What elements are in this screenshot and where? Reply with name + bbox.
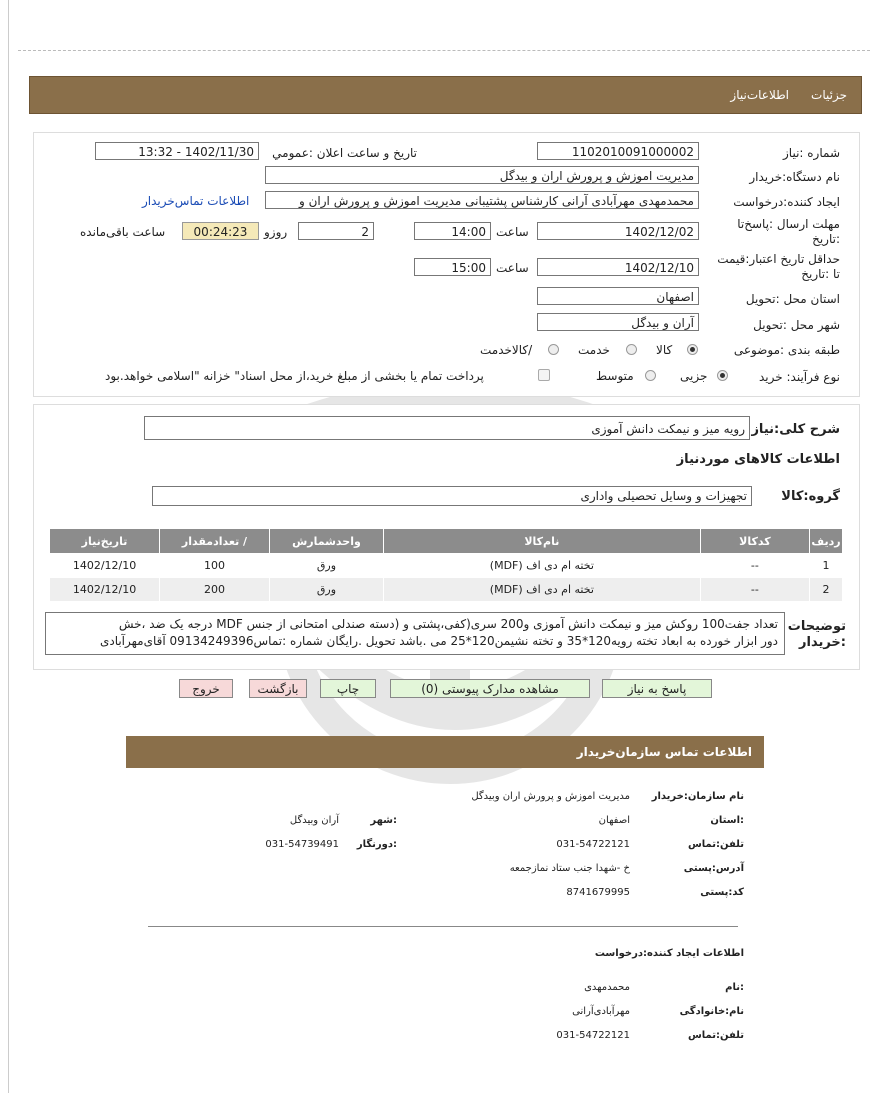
cell-date: 1402/12/10 [50, 578, 160, 602]
col-row: ردیف [810, 529, 843, 554]
creator-phone-label: تلفن:تماس [687, 1030, 744, 1041]
goods-group-field: تجهیزات و وسایل تحصیلی واداری [152, 486, 752, 506]
deadline-label: مهلت ارسال :پاسخ‌تا :تاریخ [737, 217, 840, 246]
cell-code: -- [700, 578, 809, 602]
general-desc-field: رویه میز و نیمکت دانش آموزی [144, 416, 750, 440]
goods-table [49, 528, 843, 602]
province-field: اصفهان [537, 287, 699, 305]
buyer-notes-box [45, 612, 785, 655]
creator-info-title: اطلاعات ایجاد کننده:درخواست [594, 948, 744, 959]
process-partial-label: جزیی [680, 369, 708, 383]
contact-province-value: اصفهان [598, 815, 630, 826]
creator-label: ایجاد کننده:درخواست [733, 195, 840, 209]
buyer-notes-line2: دور ابزار خورده به ابعاد تخته رویه120*35 و تخته نشیمن120*25 می .باشد تحویل .رایگان شماره :تماس09134249396 آقای‌مهرآبادی [99, 634, 778, 648]
buyer-org-field: مدیریت اموزش و پرورش اران و بیدگل [265, 166, 699, 184]
category-both-label: /کالاخدمت [480, 343, 533, 357]
province-label: استان محل :تحویل [745, 292, 840, 306]
days-field: 2 [298, 222, 374, 240]
exit-button[interactable]: خروج [179, 679, 233, 698]
deadline-time-field: 14:00 [414, 222, 491, 240]
category-both-radio[interactable] [548, 344, 559, 355]
cell-name: تخته ام دی اف (MDF) [383, 554, 700, 578]
deadline-time-label: ساعت [496, 225, 529, 239]
left-border [8, 0, 9, 1093]
contact-title: اطلاعات تماس سازمان‌خریدار [576, 745, 752, 759]
days-label: روزو [264, 225, 288, 239]
buyer-org-label: نام دستگاه:خریدار [749, 170, 840, 184]
cell-qty: 100 [160, 554, 270, 578]
attachments-button[interactable]: مشاهده مدارک پیوستی (0) [390, 679, 590, 698]
contact-header [126, 736, 764, 768]
min-valid-date-field: 1402/12/10 [537, 258, 699, 276]
category-goods-label: کالا [656, 343, 673, 357]
buyer-notes-line1: تعداد جفت100 روکش میز و نیمکت دانش آموزی و200 سری(کفی،پشتی و (دسته صندلی امتحانی از جنس MDF درجه یک ضد ،خش [118, 617, 778, 631]
cell-name: تخته ام دی اف (MDF) [383, 578, 700, 602]
print-button[interactable]: چاپ [320, 679, 376, 698]
process-label: نوع فرآیند: خرید [759, 370, 840, 384]
tab-details[interactable]: جزئیات [811, 88, 847, 102]
city-field: آران و بیدگل [537, 313, 699, 331]
contact-fax-value: 031-54739491 [265, 839, 339, 850]
col-date: تاریخ‌نیاز [50, 529, 160, 554]
buyer-contact-link[interactable]: اطلاعات تماس‌خریدار [142, 194, 250, 208]
treasury-checkbox[interactable] [538, 369, 550, 381]
buyer-notes-label: توضیحات :خریدار [787, 619, 846, 650]
org-name-label: نام سازمان:خریدار [651, 791, 744, 802]
cell-date: 1402/12/10 [50, 554, 160, 578]
creator-field: محمدمهدی مهرآبادی آرانی کارشناس پشتیبانی مدیریت اموزش و پرورش اران و [265, 191, 699, 209]
need-number-label: شماره :نیاز [783, 146, 840, 160]
contact-address-label: آدرس:پستی [683, 863, 744, 874]
process-medium-radio[interactable] [645, 370, 656, 381]
table-row [50, 578, 843, 602]
general-desc-label: شرح کلی:نیاز [751, 422, 840, 437]
cell-code: -- [700, 554, 809, 578]
goods-info-title: اطلاعات کالاهای موردنیاز [676, 452, 840, 467]
contact-province-label: :استان [710, 815, 744, 826]
category-service-label: خدمت [578, 343, 610, 357]
col-code: کدکالا [700, 529, 809, 554]
deadline-date-field: 1402/12/02 [537, 222, 699, 240]
creator-family-label: نام:خانوادگی [679, 1006, 744, 1017]
announce-field: 1402/11/30 - 13:32 [95, 142, 259, 160]
table-row [50, 554, 843, 578]
contact-address-value: خ -شهدا جنب ستاد نمازجمعه [509, 863, 630, 874]
contact-city-value: آران وبیدگل [289, 815, 339, 826]
contact-divider [148, 926, 738, 927]
cell-unit: ورق [269, 578, 383, 602]
creator-name-label: :نام [725, 982, 744, 993]
col-name: نام‌کالا [383, 529, 700, 554]
treasury-note: پرداخت تمام یا بخشی از مبلغ خرید،از محل اسناد" خزانه "اسلامی خواهد.بود [105, 369, 484, 383]
creator-family-value: مهرآبادی‌آرانی [572, 1006, 630, 1017]
page-header [29, 76, 862, 114]
process-medium-label: متوسط [596, 369, 634, 383]
goods-group-label: گروه:کالا [781, 489, 840, 504]
remaining-label: ساعت باقی‌مانده [80, 225, 166, 239]
table-header-row [50, 529, 843, 554]
contact-postal-value: 8741679995 [566, 887, 630, 898]
creator-phone-value: 031-54722121 [556, 1030, 630, 1041]
col-qty: / تعدادمقدار [160, 529, 270, 554]
contact-phone-label: تلفن:تماس [687, 839, 744, 850]
min-valid-time-field: 15:00 [414, 258, 491, 276]
back-button[interactable]: بازگشت [249, 679, 307, 698]
creator-name-value: محمدمهدی [584, 982, 630, 993]
process-partial-radio[interactable] [717, 370, 728, 381]
category-label: طبقه بندی :موضوعی [733, 343, 840, 357]
contact-phone-value: 031-54722121 [556, 839, 630, 850]
top-divider [18, 50, 870, 51]
col-unit: واحدشمارش [269, 529, 383, 554]
contact-city-label: :شهر [370, 815, 397, 826]
cell-qty: 200 [160, 578, 270, 602]
cell-row: 2 [810, 578, 843, 602]
announce-label: تاريخ و ساعت اعلان :عمومي [272, 146, 417, 160]
tab-need-info[interactable]: اطلاعات‌نیاز [730, 88, 789, 102]
contact-fax-label: :دورنگار [356, 839, 397, 850]
min-valid-time-label: ساعت [496, 261, 529, 275]
min-valid-label: حداقل تاریخ اعتبار:قیمت تا :تاریخ [717, 252, 840, 281]
category-service-radio[interactable] [626, 344, 637, 355]
need-number-field: 1102010091000002 [537, 142, 699, 160]
cell-row: 1 [810, 554, 843, 578]
contact-postal-label: کد:پستی [700, 887, 744, 898]
city-label: شهر محل :تحویل [753, 318, 840, 332]
remaining-timer: 00:24:23 [182, 222, 259, 240]
reply-button[interactable]: پاسخ به نیاز [602, 679, 712, 698]
org-name-value: مدیریت اموزش و پرورش اران وبیدگل [471, 791, 630, 802]
cell-unit: ورق [269, 554, 383, 578]
category-goods-radio[interactable] [687, 344, 698, 355]
